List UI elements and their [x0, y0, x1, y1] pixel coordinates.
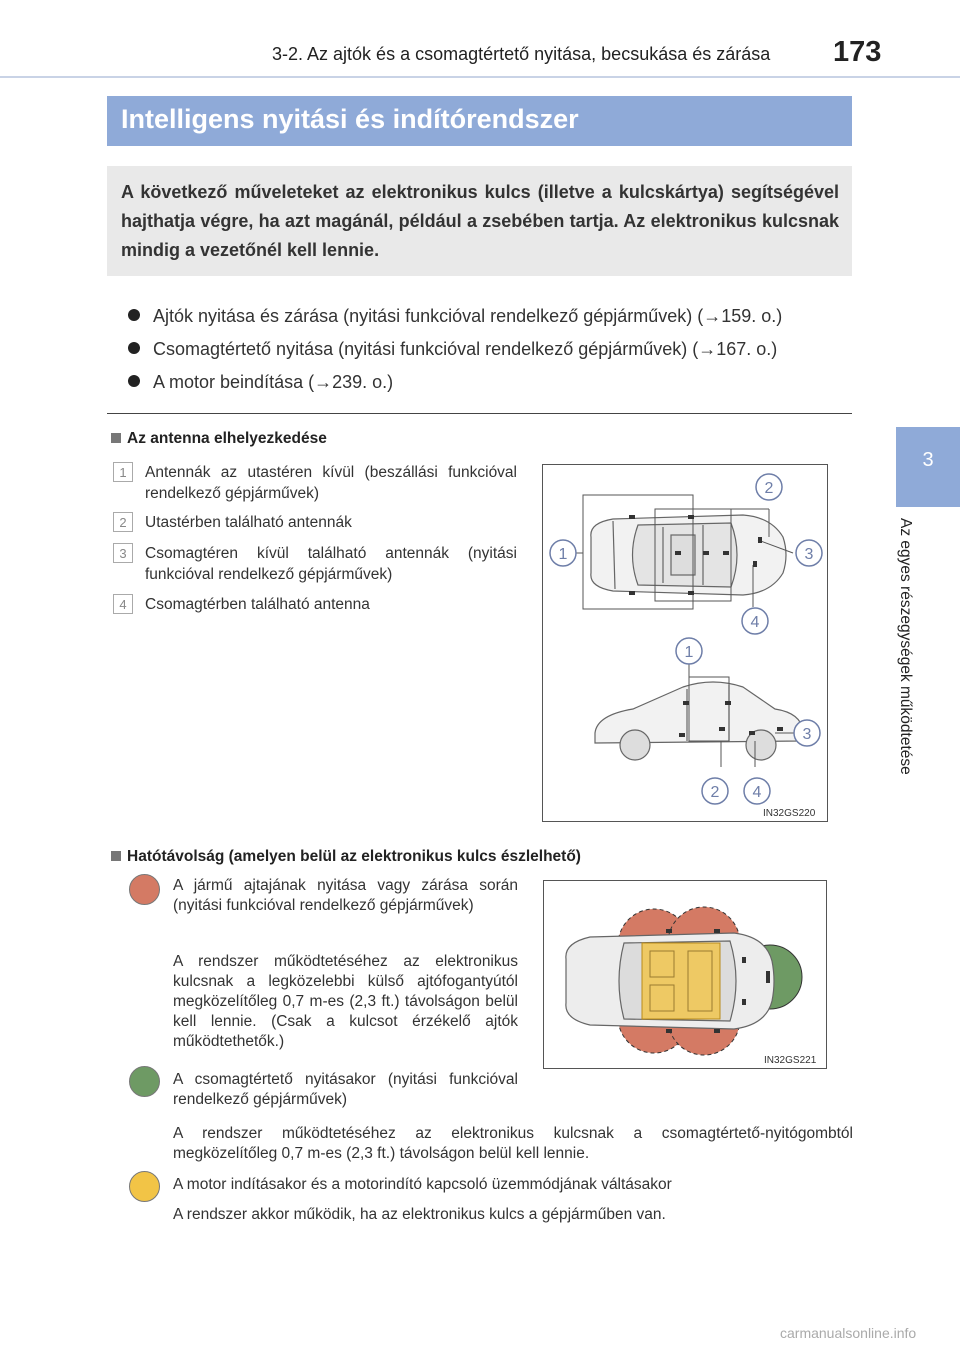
bullet-text: Csomagtértető nyitása (nyitási funkcióval rendelkező gépjárművek) (→167. o.)	[153, 339, 778, 359]
callout-3: 3	[802, 726, 812, 743]
bullet-text: A motor beindítása (→239. o.)	[153, 372, 394, 392]
bullet-icon	[128, 309, 140, 321]
bullet-item	[128, 339, 777, 360]
yellow-zone-icon	[129, 1171, 160, 1202]
bullet-text: Ajtók nyitása és zárása (nyitási funkcióval rendelkező gépjárművek) (→159. o.)	[153, 306, 783, 326]
callout-1: 1	[558, 546, 568, 563]
antenna-location-figure	[542, 464, 828, 822]
intro-text: A következő műveleteket az elektronikus kulcs (illetve a kulcskártya) segítségével hajthatja végre, ha azt magánál, például a zsebében tartja. Az elektronikus kulcsnak mindig a vezetőnél kell lennie.	[121, 182, 839, 260]
callout-2: 2	[710, 784, 720, 801]
range-entry-title: A csomagtértető nyitásakor (nyitási funkcióval rendelkező gépjárművek)	[173, 1071, 518, 1108]
range-entry-title: A motor indításakor és a motorindító kapcsoló üzemmódjának váltásakor	[173, 1176, 672, 1193]
item-number: 1	[113, 462, 133, 482]
item-text: Csomagtéren kívül található antennák (nyitási funkcióval rendelkező gépjárművek)	[145, 545, 517, 583]
callout-2: 2	[764, 480, 774, 497]
bullet-icon	[128, 342, 140, 354]
header-section-title: 3-2. Az ajtók és a csomagtértető nyitása, becsukása és zárása	[272, 44, 771, 64]
detection-range-figure	[543, 880, 827, 1069]
callout-3: 3	[804, 546, 814, 563]
range-diagram	[544, 881, 826, 1068]
item-number: 4	[113, 594, 133, 614]
watermark: carmanualsonline.info	[780, 1325, 917, 1341]
callout-4: 4	[752, 784, 762, 801]
antenna-heading: Az antenna elhelyezkedése	[111, 430, 327, 448]
range-entry-desc: A rendszer akkor működik, ha az elektronikus kulcs a gépjárműben van.	[173, 1206, 666, 1223]
bullet-icon	[128, 375, 140, 387]
range-entry-desc: A rendszer működtetéséhez az elektronikus kulcsnak a legközelebbi külső ajtófogantyútól megközelítőleg 0,7 m-es (2,3 ft.) távolságon belül kell lennie. (Csak a kulcsot érzékelő ajtók működtethetők.)	[173, 953, 518, 1050]
page-title: Intelligens nyitási és indítórendszer	[121, 104, 579, 134]
figure-code: IN32GS220	[763, 808, 816, 819]
chapter-number: 3	[922, 449, 934, 471]
range-entry-desc: A rendszer működtetéséhez az elektronikus kulcsnak a csomagtértető-nyitógombtól megközelítőleg 0,7 m-es (2,3 ft.) távolságon belül kell lennie.	[173, 1125, 853, 1162]
green-zone-icon	[129, 1066, 160, 1097]
antenna-diagram	[543, 465, 827, 821]
chapter-tab[interactable]	[896, 427, 960, 507]
callout-4: 4	[750, 614, 760, 631]
square-bullet-icon	[111, 851, 121, 861]
car-side-view	[595, 682, 803, 760]
item-text: Csomagtérben található antenna	[145, 596, 370, 613]
intro-box	[107, 166, 852, 276]
red-zone-icon	[129, 874, 160, 905]
item-text: Utastérben található antennák	[145, 514, 352, 531]
range-entry-title: A jármű ajtajának nyitása vagy zárása során (nyitási funkcióval rendelkező gépjárművek)	[173, 877, 518, 914]
item-text: Antennák az utastéren kívül (beszállási funkcióval rendelkező gépjárművek)	[145, 464, 517, 502]
header-divider	[0, 76, 960, 78]
section-title-bar	[107, 96, 852, 146]
section-divider	[107, 413, 852, 414]
item-number: 3	[113, 543, 133, 563]
square-bullet-icon	[111, 433, 121, 443]
bullet-item	[128, 372, 393, 393]
figure-code: IN32GS221	[764, 1055, 817, 1066]
chapter-label: Az egyes részegységek működtetése	[897, 518, 914, 775]
range-heading: Hatótávolság (amelyen belül az elektronikus kulcs észlelhető)	[111, 848, 581, 866]
item-number: 2	[113, 512, 133, 532]
callout-1: 1	[684, 644, 694, 661]
page-number: 173	[833, 36, 882, 68]
range-zone-cabin	[642, 943, 720, 1019]
bullet-item	[128, 306, 782, 327]
car-top-view	[591, 515, 786, 595]
